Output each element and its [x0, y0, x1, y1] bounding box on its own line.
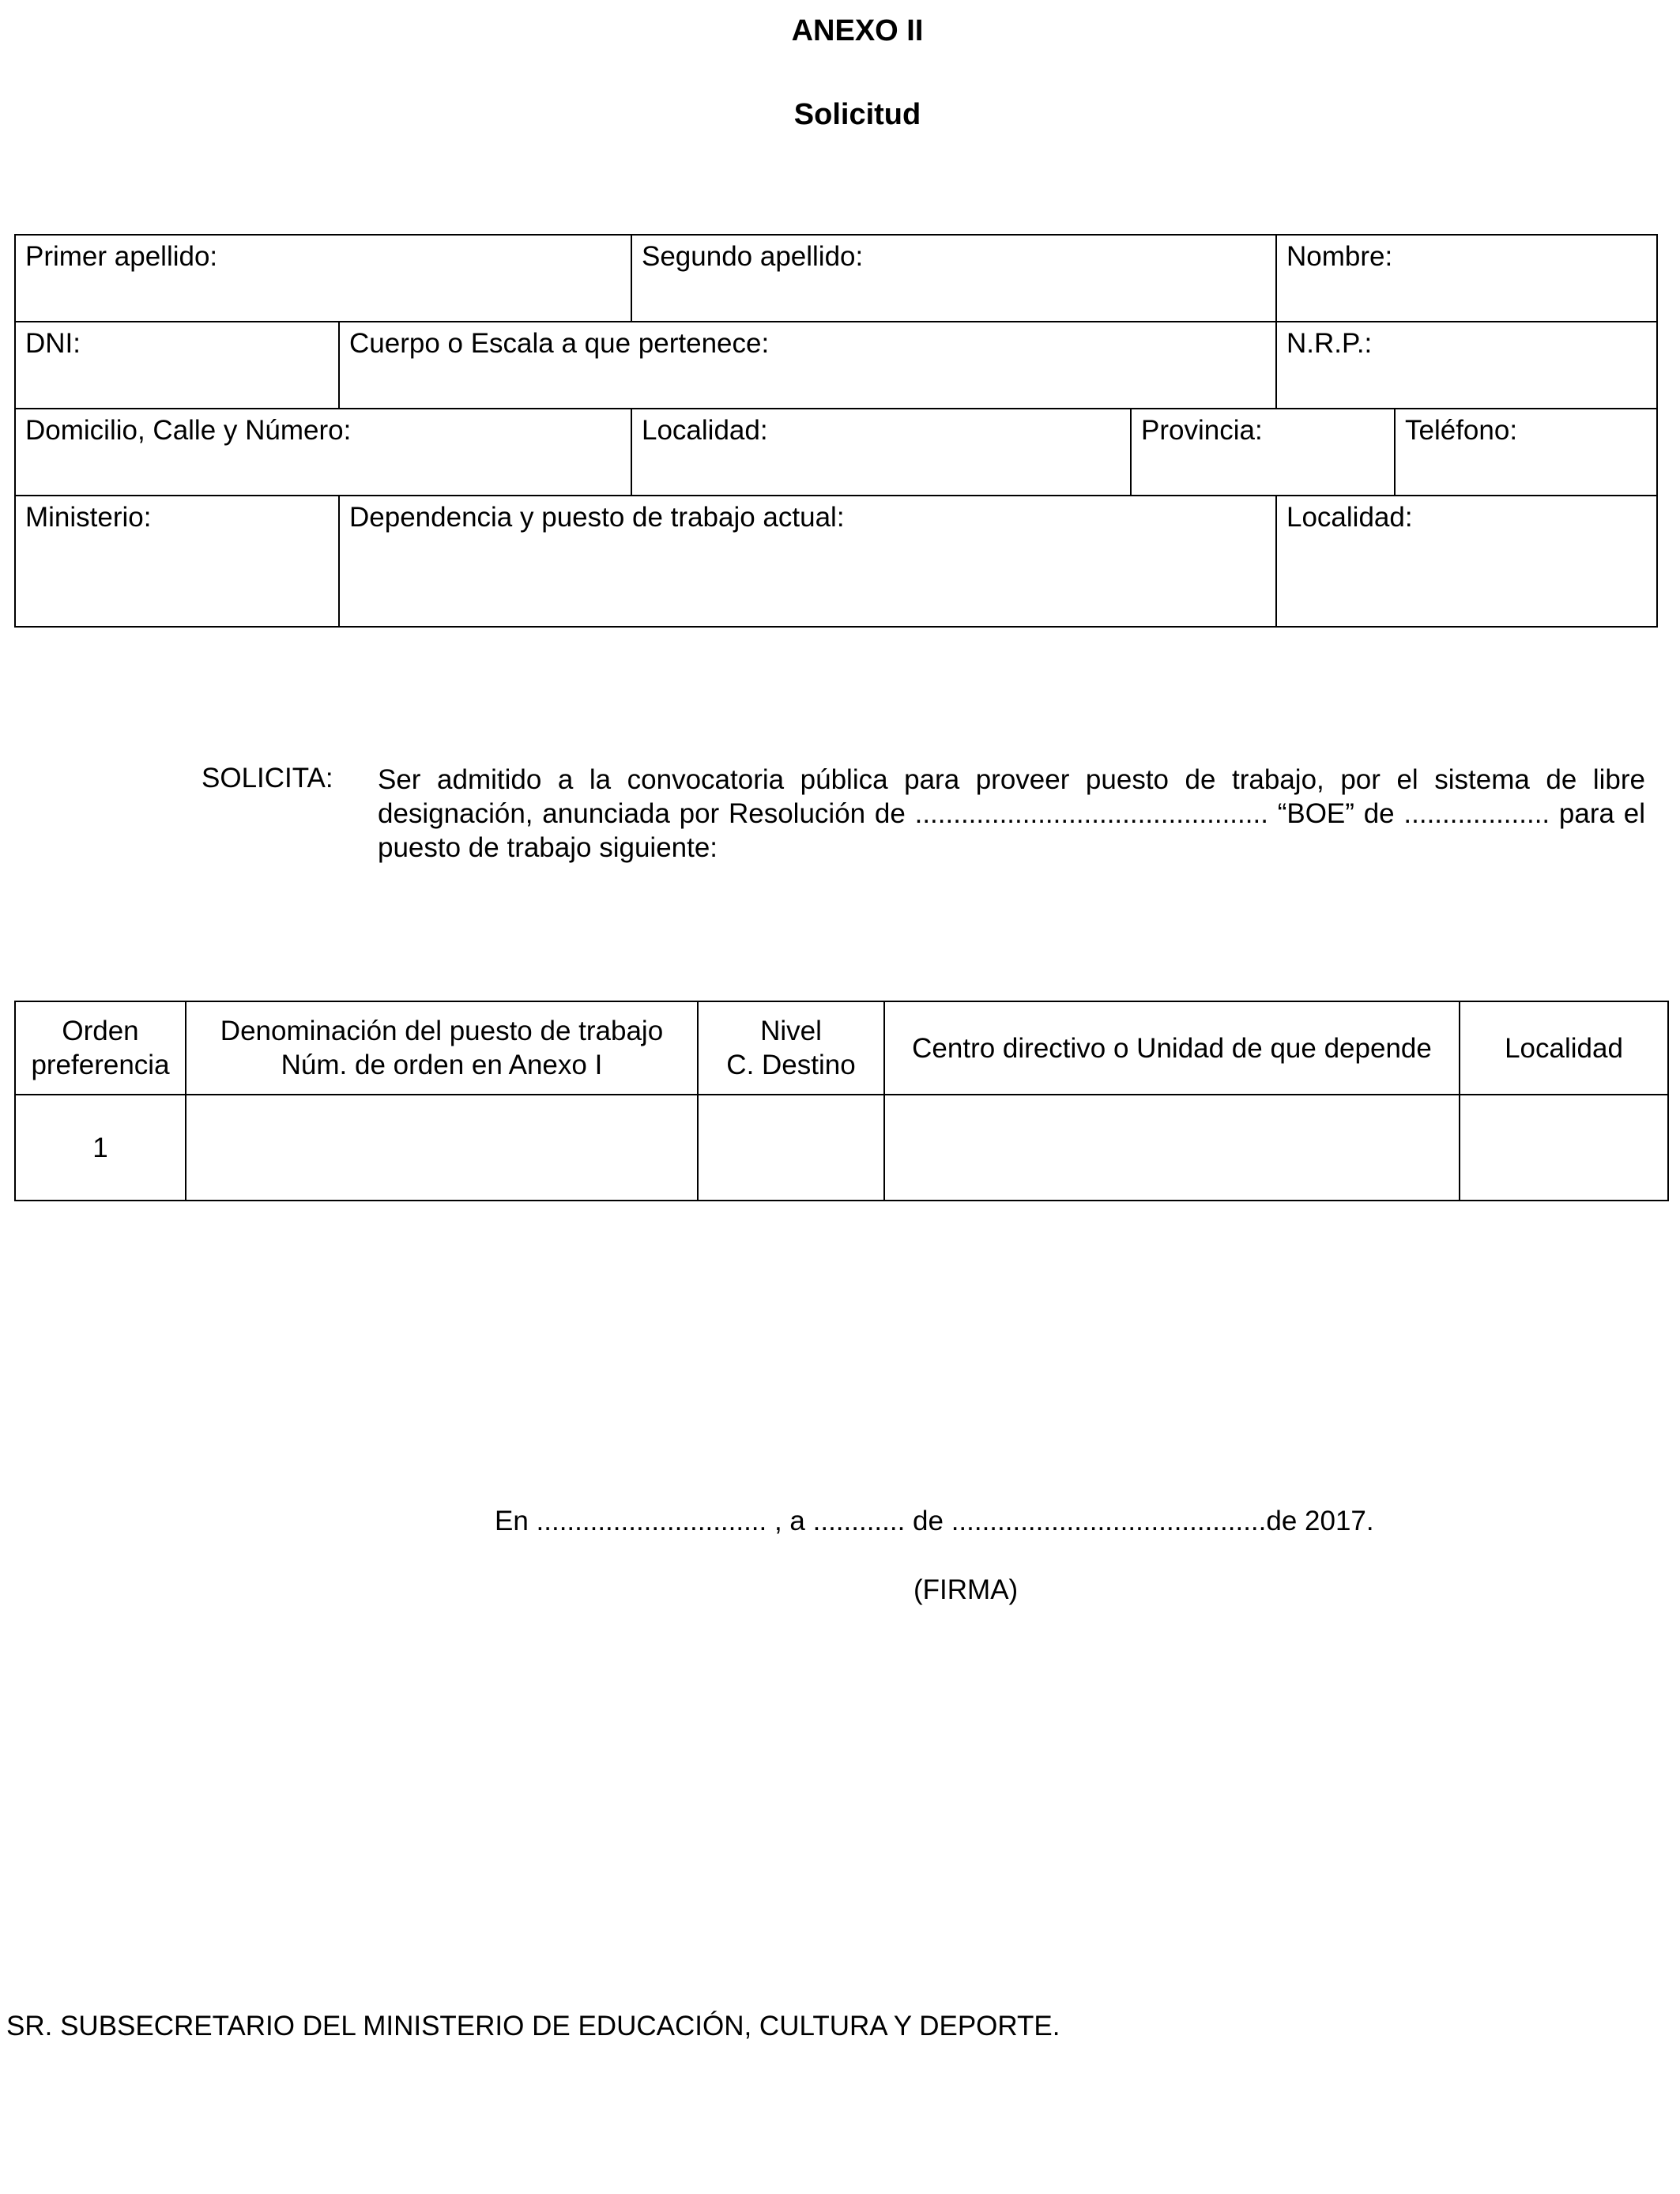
field-dependencia[interactable] — [338, 495, 1277, 628]
field-cuerpo-escala[interactable] — [338, 321, 1277, 409]
label-localidad-actual: Localidad: — [1286, 502, 1413, 533]
header-orden — [14, 1001, 186, 1095]
label-nombre: Nombre: — [1286, 241, 1393, 272]
field-nrp[interactable] — [1275, 321, 1658, 409]
field-localidad[interactable] — [631, 408, 1132, 496]
header-orden-line1: Orden — [62, 1016, 139, 1046]
cell-centro[interactable] — [883, 1094, 1460, 1201]
header-centro — [883, 1001, 1460, 1095]
label-dni: DNI: — [25, 328, 81, 359]
field-telefono[interactable] — [1394, 408, 1658, 496]
header-denominacion-line1: Denominación del puesto de trabajo — [220, 1016, 664, 1046]
addressee: SR. SUBSECRETARIO DEL MINISTERIO DE EDUCACIÓN, CULTURA Y DEPORTE. — [6, 2011, 1060, 2041]
field-localidad-actual[interactable] — [1275, 495, 1658, 628]
field-nombre[interactable] — [1275, 234, 1658, 322]
header-centro-label: Centro directivo o Unidad de que depende — [912, 1032, 1432, 1064]
field-primer-apellido[interactable] — [14, 234, 632, 322]
header-localidad-label: Localidad — [1505, 1032, 1623, 1064]
header-denominacion-line2: Núm. de orden en Anexo I — [281, 1050, 603, 1080]
annex-title: ANEXO II — [791, 14, 924, 47]
cell-denominacion[interactable] — [185, 1094, 699, 1201]
page-title: Solicitud — [793, 98, 921, 131]
signature-label: (FIRMA) — [913, 1574, 1019, 1605]
label-segundo-apellido: Segundo apellido: — [642, 241, 864, 272]
field-ministerio[interactable] — [14, 495, 340, 628]
label-ministerio: Ministerio: — [25, 502, 152, 533]
label-provincia: Provincia: — [1141, 415, 1263, 446]
header-nivel — [697, 1001, 885, 1095]
cell-localidad[interactable] — [1459, 1094, 1669, 1201]
label-domicilio: Domicilio, Calle y Número: — [25, 415, 352, 446]
label-telefono: Teléfono: — [1405, 415, 1518, 446]
field-domicilio[interactable] — [14, 408, 632, 496]
header-localidad — [1459, 1001, 1669, 1095]
cell-orden-value: 1 — [92, 1132, 108, 1163]
cell-nivel[interactable] — [697, 1094, 885, 1201]
label-primer-apellido: Primer apellido: — [25, 241, 218, 272]
request-label: SOLICITA: — [202, 763, 333, 794]
request-text: Ser admitido a la convocatoria pública para proveer puesto de trabajo, por el sistema de libre designación, anunciada por Resolución de .............................................. “BOE” de ................... para el puesto de trabajo siguiente: — [378, 764, 1645, 863]
header-orden-line2: preferencia — [31, 1050, 170, 1080]
header-nivel-line1: Nivel — [760, 1016, 822, 1046]
label-localidad: Localidad: — [642, 415, 768, 446]
label-cuerpo-escala: Cuerpo o Escala a que pertenece: — [349, 328, 770, 359]
label-nrp: N.R.P.: — [1286, 328, 1373, 359]
header-nivel-line2: C. Destino — [726, 1050, 856, 1080]
label-dependencia: Dependencia y puesto de trabajo actual: — [349, 502, 845, 533]
place-date-line[interactable]: En .............................. , a ............ de .........................................de 2017. — [495, 1506, 1374, 1536]
field-dni[interactable] — [14, 321, 340, 409]
field-segundo-apellido[interactable] — [631, 234, 1277, 322]
field-provincia[interactable] — [1130, 408, 1396, 496]
cell-orden[interactable] — [14, 1094, 186, 1201]
header-denominacion — [185, 1001, 699, 1095]
